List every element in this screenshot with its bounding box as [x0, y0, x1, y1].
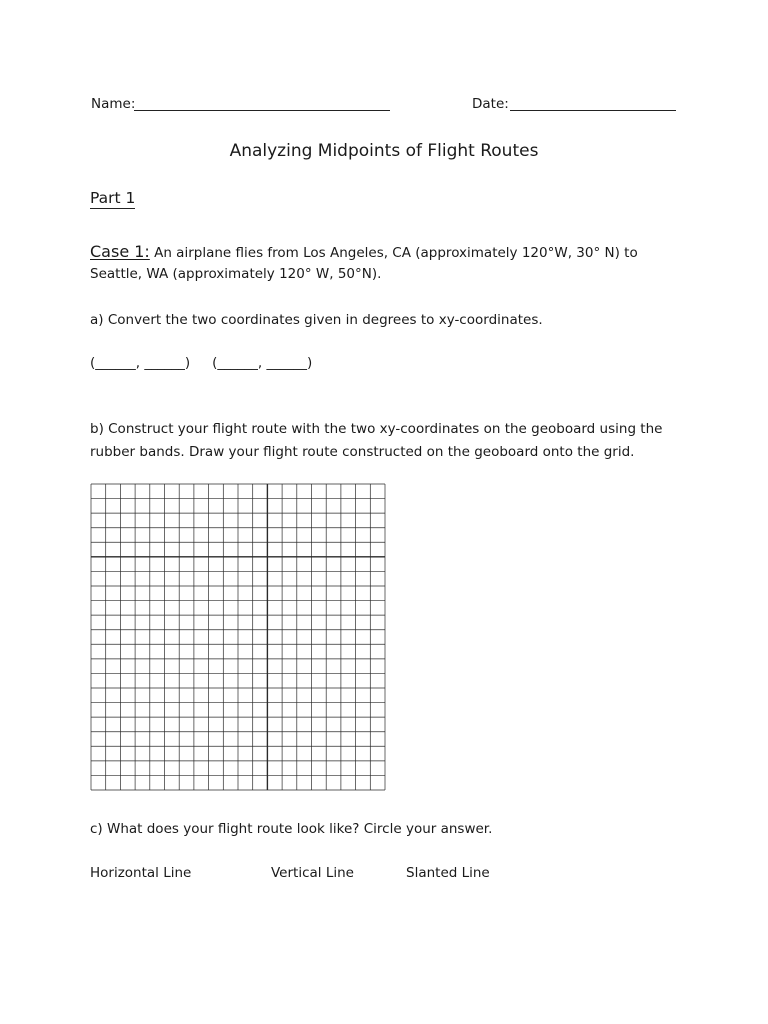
option-slanted-line[interactable]: Slanted Line	[406, 865, 490, 881]
coordinate-grid[interactable]	[90, 483, 386, 791]
question-b-line2: rubber bands. Draw your flight route constructed on the geoboard onto the grid.	[90, 444, 635, 460]
date-label: Date:	[472, 96, 509, 112]
option-horizontal-line[interactable]: Horizontal Line	[90, 865, 192, 881]
worksheet-title: Analyzing Midpoints of Flight Routes	[229, 141, 539, 161]
question-a: a) Convert the two coordinates given in degrees to xy-coordinates.	[90, 312, 543, 328]
coordinate-blanks	[90, 352, 312, 375]
name-label: Name:	[91, 96, 136, 112]
case1-description: An airplane flies from Los Angeles, CA (approximately 120°W, 30° N) to	[149, 245, 638, 261]
coordinate-blank-2[interactable]: (______, ______)	[212, 355, 313, 371]
part-heading: Part 1	[90, 189, 136, 207]
date-blank[interactable]	[510, 110, 676, 111]
question-b-line1: b) Construct your flight route with the two xy-coordinates on the geoboard using the	[90, 421, 663, 437]
name-blank[interactable]	[134, 110, 390, 111]
option-vertical-line[interactable]: Vertical Line	[271, 865, 354, 881]
coordinate-blank-1[interactable]: (______, ______)	[90, 355, 191, 371]
case1-text-line2: Seattle, WA (approximately 120° W, 50°N).	[90, 266, 382, 282]
question-c: c) What does your flight route look like? Circle your answer.	[90, 821, 493, 837]
case1-text-line1	[90, 240, 638, 265]
case-label: Case 1:	[90, 242, 150, 261]
